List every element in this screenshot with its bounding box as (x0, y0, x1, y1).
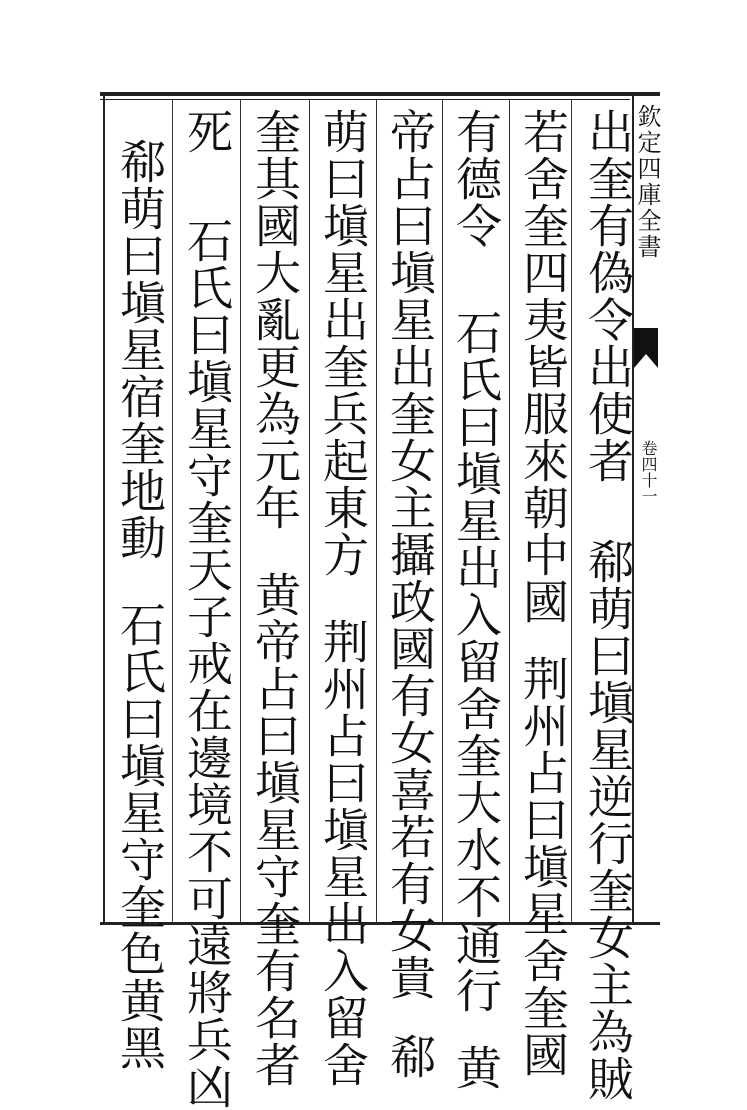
column-segment: 郗萌曰塡星逆行奎女主為賊 (581, 538, 635, 1102)
column-segment: 奎其國大亂更為元年 (248, 108, 302, 531)
text-column-7 (177, 108, 237, 1110)
column-rule (172, 100, 173, 922)
banxin-title: 欽定四庫全書 (633, 104, 661, 260)
column-segment: 黄帝占曰塡星守奎有名者 (248, 571, 302, 1088)
frame-top-border (100, 92, 660, 96)
column-segment: 萌曰塡星出奎兵起東方 (316, 108, 370, 578)
column-segment: 石氏曰塡星出入留舍奎大水不通行 (449, 309, 503, 1014)
frame-left-border (103, 96, 105, 924)
column-segment: 出奎有偽令出使者 (581, 108, 635, 484)
text-column-2 (513, 108, 573, 1078)
column-rule (376, 100, 377, 922)
column-segment: 郗萌曰塡星宿奎地動 (113, 138, 167, 561)
text-column-6 (245, 108, 305, 1088)
text-column-4 (380, 108, 440, 1080)
column-rule (442, 100, 443, 922)
column-segment: 荆州占曰塡星舍奎國 (516, 655, 570, 1078)
text-column-1 (578, 108, 638, 1102)
column-segment: 石氏曰塡星守奎天子戒在邊境不可遠將兵凶 (180, 217, 234, 1110)
column-segment: 死 (180, 108, 234, 155)
column-segment: 荆州占曰塡星出入留舍 (316, 618, 370, 1088)
banxin-volume: 卷四十一 (639, 440, 658, 504)
column-segment: 有德令 (449, 108, 503, 249)
column-rule (309, 100, 310, 922)
column-rule (509, 100, 510, 922)
column-segment: 黄 (449, 1044, 503, 1091)
column-segment: 郗 (383, 1033, 437, 1080)
column-segment: 帝占曰塡星出奎女主攝政國有女喜若有女貴 (383, 108, 437, 1001)
column-rule (240, 100, 241, 922)
frame-top-inner-border (100, 99, 630, 100)
column-segment: 石氏曰塡星守奎色黄黑 (113, 601, 167, 1071)
text-column-3 (446, 108, 506, 1091)
text-column-8 (110, 138, 170, 1071)
text-column-5 (313, 108, 373, 1088)
column-segment: 若舍奎四夷皆服來朝中國 (516, 108, 570, 625)
